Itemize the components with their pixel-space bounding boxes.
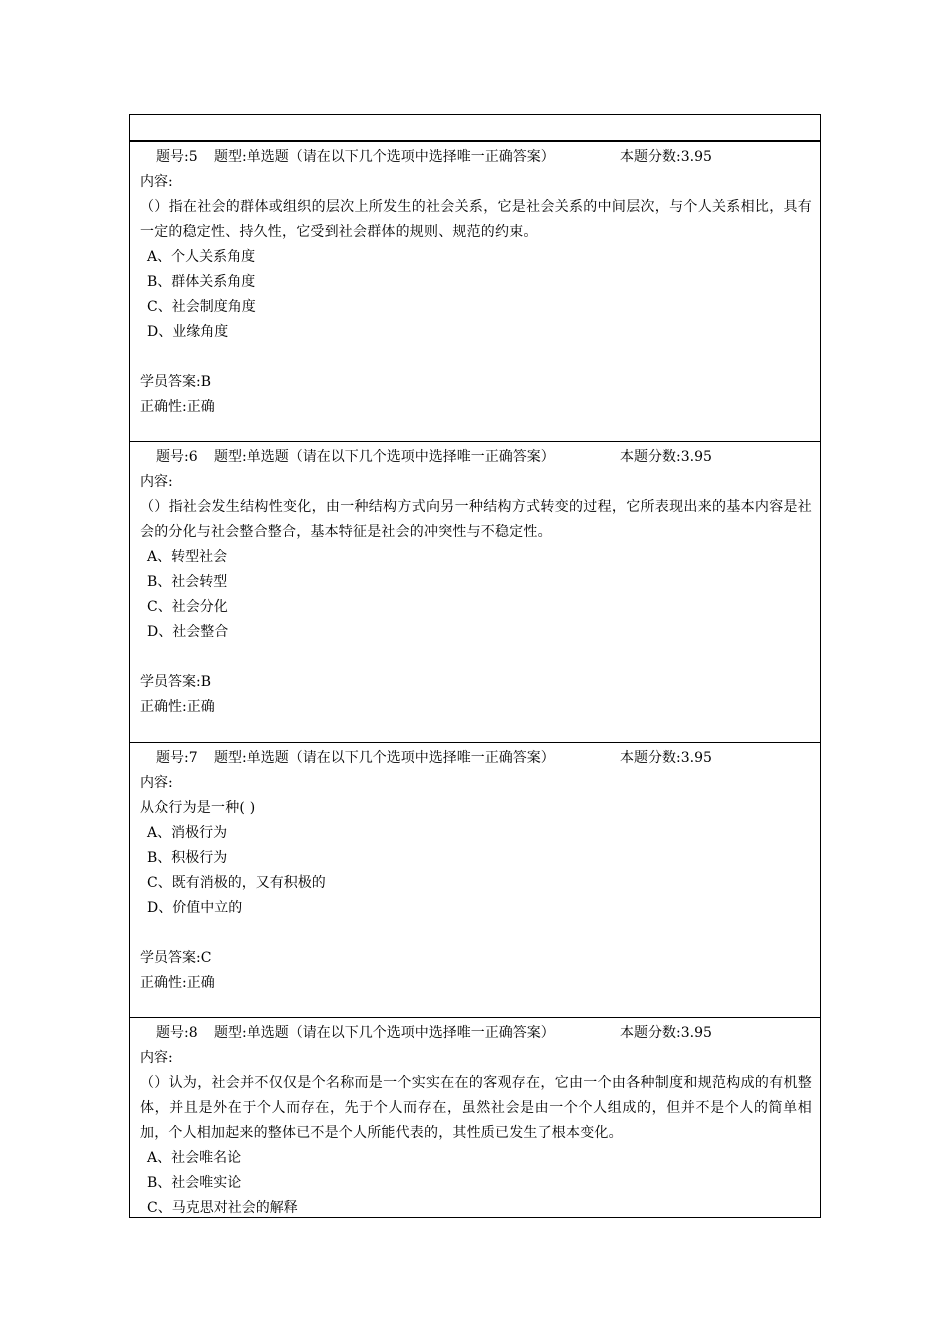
option-a: A、个人关系角度 [147,249,256,265]
content-label: 内容: [140,1050,173,1066]
question-score: 本题分数:3.95 [620,750,712,766]
option-d: D、业缘角度 [147,324,229,340]
spacer [140,921,812,946]
question-number: 题号:6 [156,449,198,465]
option-a: A、转型社会 [147,549,228,565]
correctness: 正确性:正确 [140,399,215,415]
question-sheet [129,114,821,1218]
question-text: （）认为，社会并不仅仅是个名称而是一个实实在在的客观存在，它由一个由各种制度和规范构成的有机整体，并且是外在于个人而存在，先于个人而存在，虽然社会是由一个个人组成的，但并不是个人的简单相加，个人相加起来的整体已不是个人所能代表的，其性质已发生了根本变化。 [140,1075,812,1141]
question-score: 本题分数:3.95 [620,449,712,465]
question-type: 题型:单选题（请在以下几个选项中选择唯一正确答案） [214,750,555,766]
question-block-8 [130,1018,820,1218]
question-type: 题型:单选题（请在以下几个选项中选择唯一正确答案） [214,1025,555,1041]
header-strip [130,115,820,142]
question-block-7 [130,743,820,1018]
student-answer: 学员答案:B [140,674,212,690]
option-b: B、社会唯实论 [147,1175,242,1191]
content-label: 内容: [140,775,173,791]
student-answer: 学员答案:C [140,950,212,966]
option-a: A、消极行为 [147,825,228,841]
question-text: 从众行为是一种( ) [140,800,256,816]
question-type: 题型:单选题（请在以下几个选项中选择唯一正确答案） [214,449,555,465]
question-header [140,445,812,470]
option-d: D、社会整合 [147,624,229,640]
option-b: B、社会转型 [147,574,228,590]
option-a: A、社会唯名论 [147,1150,242,1166]
question-header [140,746,812,771]
option-c: C、马克思对社会的解释 [147,1200,298,1216]
option-b: B、群体关系角度 [147,274,256,290]
correctness: 正确性:正确 [140,699,215,715]
student-answer: 学员答案:B [140,374,212,390]
option-c: C、既有消极的，又有积极的 [147,875,326,891]
question-number: 题号:5 [156,149,198,165]
option-b: B、积极行为 [147,850,228,866]
option-c: C、社会分化 [147,599,228,615]
content-label: 内容: [140,474,173,490]
question-text: （）指社会发生结构性变化，由一种结构方式向另一种结构方式转变的过程，它所表现出来的基本内容是社会的分化与社会整合整合，基本特征是社会的冲突性与不稳定性。 [140,499,812,540]
question-block-6 [130,442,820,743]
question-block-5 [130,142,820,442]
question-type: 题型:单选题（请在以下几个选项中选择唯一正确答案） [214,149,555,165]
option-c: C、社会制度角度 [147,299,256,315]
spacer [140,645,812,670]
question-header [140,1021,812,1046]
question-header [140,145,812,170]
spacer [140,345,812,370]
question-score: 本题分数:3.95 [620,149,712,165]
question-score: 本题分数:3.95 [620,1025,712,1041]
content-label: 内容: [140,174,173,190]
correctness: 正确性:正确 [140,975,215,991]
option-d: D、价值中立的 [147,900,243,916]
question-number: 题号:8 [156,1025,198,1041]
question-text: （）指在社会的群体或组织的层次上所发生的社会关系，它是社会关系的中间层次，与个人关系相比，具有一定的稳定性、持久性，它受到社会群体的规则、规范的约束。 [140,199,812,240]
question-number: 题号:7 [156,750,198,766]
